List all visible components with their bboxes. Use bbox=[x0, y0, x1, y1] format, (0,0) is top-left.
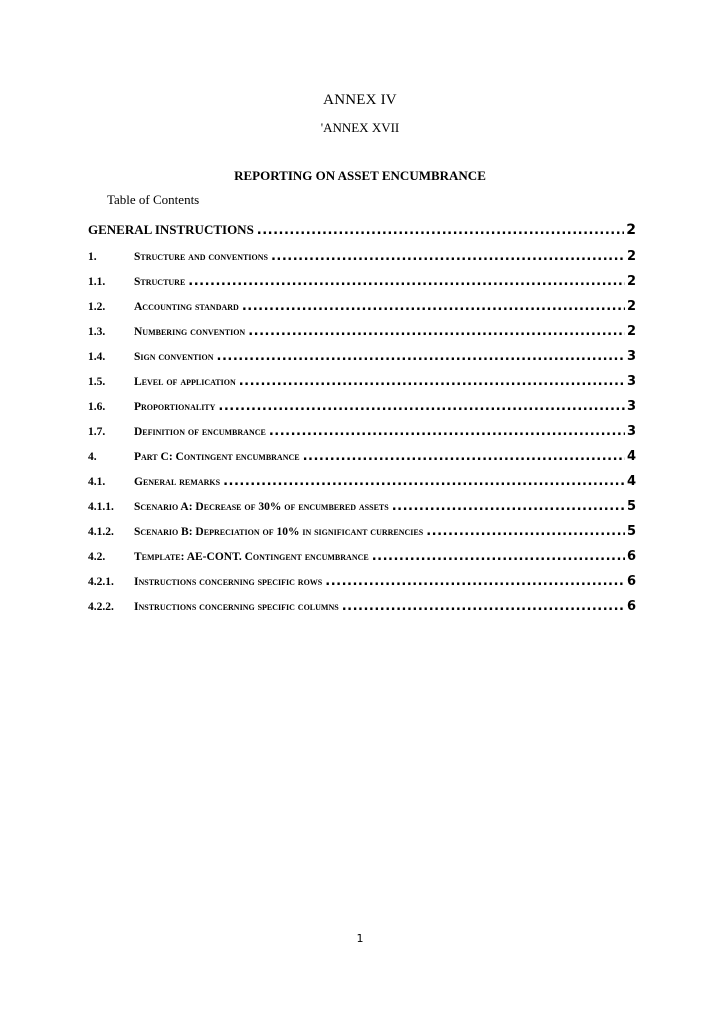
toc-entry-number: 4.2. bbox=[88, 551, 106, 563]
toc-entry-text: Structure and conventions bbox=[134, 251, 268, 263]
toc-entry-number: 4.2.1. bbox=[88, 576, 114, 588]
toc-entry-text: GENERAL INSTRUCTIONS bbox=[88, 222, 254, 237]
sub-annex-heading: 'ANNEX XVII bbox=[320, 120, 400, 135]
toc-entry-number: 4.1.2. bbox=[88, 526, 114, 538]
toc-entry-number: 1.4. bbox=[88, 351, 106, 363]
toc-entry-page: 4 bbox=[626, 449, 636, 464]
toc-entry[interactable] bbox=[88, 549, 636, 574]
toc-entry-number: 1.7. bbox=[88, 426, 106, 438]
toc-entry-text: Instructions concerning specific columns bbox=[134, 601, 339, 613]
table-of-contents bbox=[88, 222, 636, 624]
toc-entry-page: 4 bbox=[626, 474, 636, 489]
toc-leader-dots bbox=[426, 524, 625, 539]
toc-entry-page: 3 bbox=[626, 424, 636, 439]
toc-entry-page: 6 bbox=[626, 549, 636, 564]
toc-entry-text: Level of application bbox=[134, 376, 236, 388]
toc-leader-dots bbox=[269, 424, 625, 439]
toc-leader-dots bbox=[271, 249, 625, 264]
toc-entry-page: 2 bbox=[626, 274, 636, 289]
toc-entry-text: Structure bbox=[134, 276, 186, 288]
toc-entry[interactable] bbox=[88, 474, 636, 499]
toc-entry[interactable] bbox=[88, 249, 636, 274]
toc-entry-text: Proportionality bbox=[134, 401, 216, 413]
toc-entry-text: Scenario B: Depreciation of 10% in significant currencies bbox=[134, 526, 424, 538]
toc-entry[interactable] bbox=[88, 524, 636, 549]
toc-entry-page: 2 bbox=[626, 324, 636, 339]
toc-label: Table of Contents bbox=[107, 192, 200, 207]
toc-entry-page: 6 bbox=[626, 574, 636, 589]
toc-leader-dots bbox=[303, 449, 625, 464]
toc-entry-text: Part C: Contingent encumbrance bbox=[134, 451, 300, 463]
toc-entry[interactable] bbox=[88, 374, 636, 399]
toc-entry-page: 2 bbox=[626, 222, 636, 238]
toc-leader-dots bbox=[223, 474, 625, 489]
toc-entry-number: 1. bbox=[88, 251, 97, 263]
toc-entry-text: Instructions concerning specific rows bbox=[134, 576, 323, 588]
toc-entry-page: 6 bbox=[626, 599, 636, 614]
toc-entry-number: 4. bbox=[88, 451, 97, 463]
toc-leader-dots bbox=[372, 549, 625, 564]
toc-leader-dots bbox=[217, 349, 625, 364]
toc-entry[interactable] bbox=[88, 424, 636, 449]
toc-entry-text: Numbering convention bbox=[134, 326, 246, 338]
toc-entry-text: Sign convention bbox=[134, 351, 214, 363]
toc-leader-dots bbox=[248, 324, 625, 339]
toc-leader-dots bbox=[342, 599, 625, 614]
toc-entry-text: Accounting standard bbox=[134, 301, 239, 313]
toc-entry-text: General remarks bbox=[134, 476, 221, 488]
toc-entry-page: 5 bbox=[626, 524, 636, 539]
toc-entry[interactable] bbox=[88, 449, 636, 474]
toc-entry-page: 3 bbox=[626, 349, 636, 364]
page-number: 1 bbox=[356, 932, 364, 945]
toc-entry[interactable] bbox=[88, 599, 636, 624]
toc-entry[interactable] bbox=[88, 574, 636, 599]
toc-leader-dots bbox=[188, 274, 625, 289]
toc-entry[interactable] bbox=[88, 299, 636, 324]
toc-entry-text: Scenario A: Decrease of 30% of encumbered assets bbox=[134, 501, 389, 513]
annex-heading: ANNEX IV bbox=[323, 92, 397, 108]
toc-entry-number: 4.1.1. bbox=[88, 501, 114, 513]
toc-entry-text: Template: AE-CONT. Contingent encumbrance bbox=[134, 551, 369, 563]
toc-leader-dots bbox=[257, 223, 624, 238]
toc-entry-page: 5 bbox=[626, 499, 636, 514]
toc-leader-dots bbox=[239, 374, 625, 389]
toc-entry-number: 1.1. bbox=[88, 276, 106, 288]
toc-entry[interactable] bbox=[88, 274, 636, 299]
toc-leader-dots bbox=[392, 499, 625, 514]
toc-entry-number: 4.2.2. bbox=[88, 601, 114, 613]
toc-entry[interactable] bbox=[88, 349, 636, 374]
toc-entry-number: 1.2. bbox=[88, 301, 106, 313]
toc-entry-text: Definition of encumbrance bbox=[134, 426, 266, 438]
toc-entry[interactable] bbox=[88, 222, 636, 249]
toc-entry-number: 1.5. bbox=[88, 376, 106, 388]
toc-leader-dots bbox=[218, 399, 625, 414]
toc-entry[interactable] bbox=[88, 499, 636, 524]
toc-entry-number: 4.1. bbox=[88, 476, 106, 488]
toc-entry[interactable] bbox=[88, 399, 636, 424]
toc-entry[interactable] bbox=[88, 324, 636, 349]
document-title: REPORTING ON ASSET ENCUMBRANCE bbox=[234, 168, 486, 183]
toc-entry-page: 2 bbox=[626, 249, 636, 264]
toc-leader-dots bbox=[325, 574, 625, 589]
toc-entry-page: 2 bbox=[626, 299, 636, 314]
toc-entry-number: 1.6. bbox=[88, 401, 106, 413]
toc-entry-page: 3 bbox=[626, 399, 636, 414]
toc-leader-dots bbox=[242, 299, 625, 314]
toc-entry-page: 3 bbox=[626, 374, 636, 389]
toc-entry-number: 1.3. bbox=[88, 326, 106, 338]
